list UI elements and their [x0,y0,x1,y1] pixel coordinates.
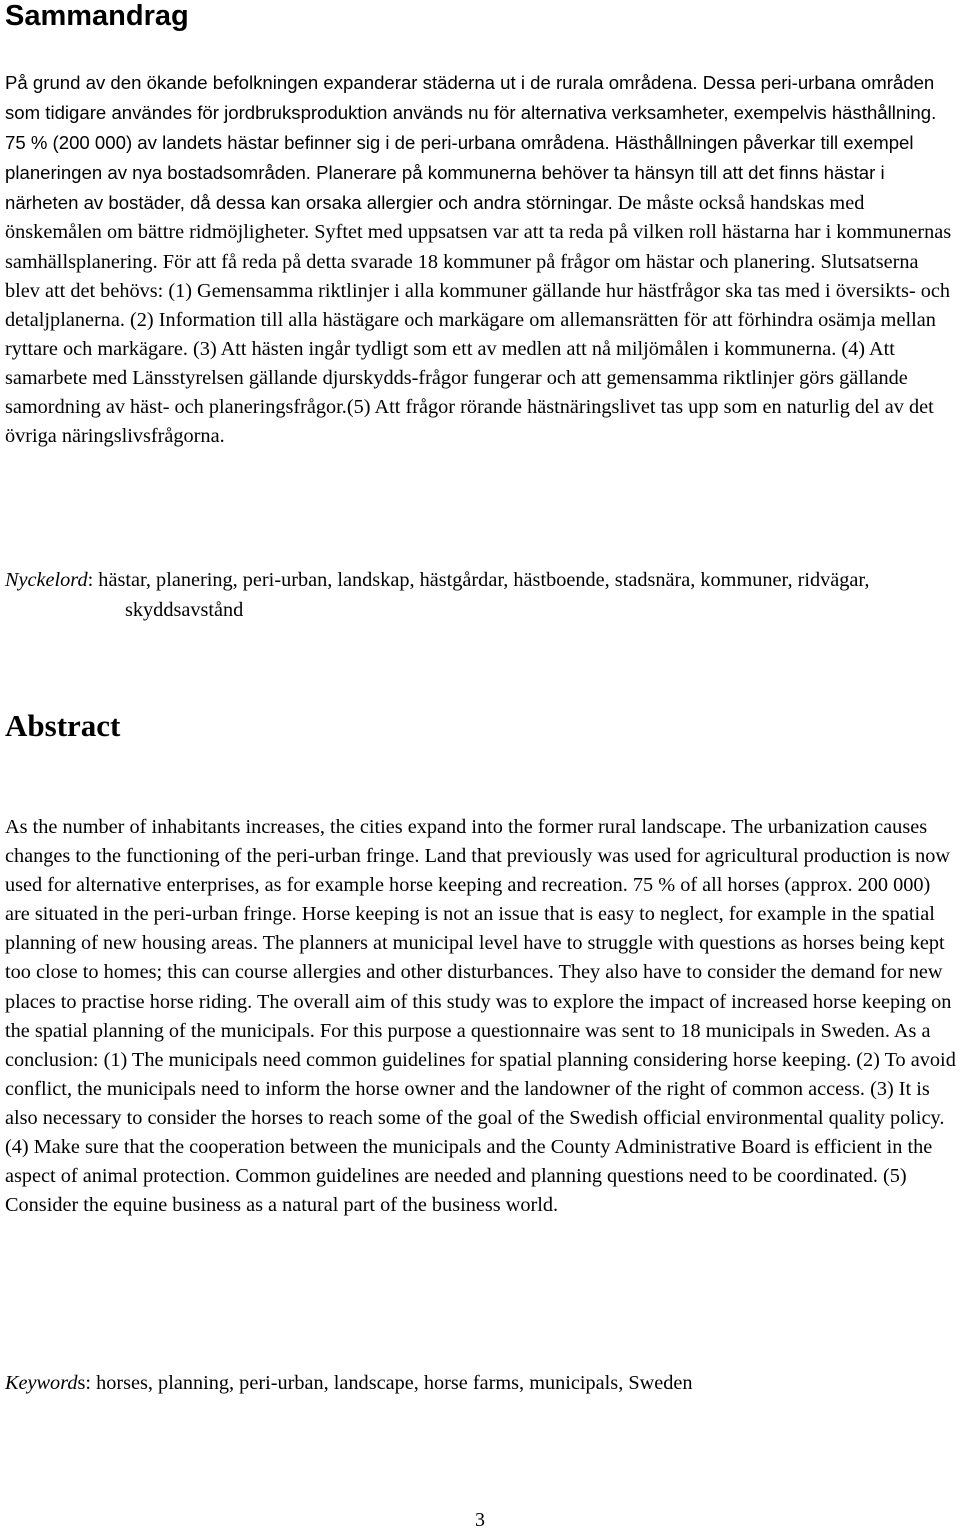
keywords-label: Keyword [5,1372,78,1394]
keywords-values: : horses, planning, peri-urban, landscape, horse farms, municipals, Sweden [85,1372,693,1394]
nyckelord-values: : hästar, planering, peri-urban, landskap, hästgårdar, hästboende, stadsnära, kommuner, ridvägar, skyddsavstånd [87,569,870,621]
page-number: 3 [475,1509,485,1531]
abstract-heading: Abstract [5,708,121,743]
sammandrag-text-serif: De måste också handskas med önskemålen om bättre ridmöjligheter. Syftet med uppsatsen var att ta reda på vilken roll hästarna har i kommunernas samhällsplanering. För att få reda på detta svarade 18 kommuner på frågor om hästar och planering. Slutsatserna blev att det behövs: (1) Gemensamma riktlinjer i alla kommuner gällande hur hästfrågor ska tas med i översikts- och detaljplanerna. (2) Information till alla hästägare och markägare om allemansrätten för att förhindra osämja mellan ryttare och markägare. (3) Att hästen ingår tydligt som ett av medlen att nå miljömålen i kommunerna. (4) Att samarbete med Länsstyrelsen gällande djurskydds-frågor fungerar och att gemensamma riktlinjer görs gällande samordning av häst- och planeringsfrågor.(5) Att frågor rörande hästnäringslivet tas upp som en naturlig del av det övriga näringslivsfrågorna. [5,192,952,448]
sammandrag-heading: Sammandrag [5,0,189,32]
keywords-label-suffix: s [77,1372,86,1394]
nyckelord-label: Nyckelord [5,569,88,591]
abstract-paragraph: As the number of inhabitants increases, the cities expand into the former rural landscape. The urbanization causes changes to the functioning of the peri-urban fringe. Land that previously was used for agricultural production is now used for alternative enterprises, as for example horse keeping and recreation. 75 % of all horses (approx. 200 000) are situated in the peri-urban fringe. Horse keeping is not an issue that is easy to neglect, for example in the spatial planning of new housing areas. The planners at municipal level have to struggle with questions as horses being kept too close to homes; this can course allergies and other disturbances. They also have to consider the demand for new places to practise horse riding. The overall aim of this study was to explore the impact of increased horse keeping on the spatial planning of the municipals. For this purpose a questionnaire was sent to 18 municipals in Sweden. As a conclusion: (1) The municipals need common guidelines for spatial planning considering horse keeping. (2) To avoid conflict, the municipals need to inform the horse owner and the landowner of the right of common access. (3) It is also necessary to consider the horses to reach some of the goal of the Swedish official environmental quality policy. (4) Make sure that the cooperation between the municipals and the County Administrative Board is efficient in the aspect of animal protection. Common guidelines are needed and planning questions need to be coordinated. (5) Consider the equine business as a natural part of the business world. [5,816,956,1217]
sammandrag-paragraph [5,68,957,451]
nyckelord-line [5,566,957,625]
sammandrag-text-sans: På grund av den ökande befolkningen expanderar städerna ut i de rurala områdena. Dessa peri-urbana områden som tidigare användes för jordbruksproduktion används nu för alternativa verksamheter, exempelvis hästhållning. 75 % (200 000) av landets hästar befinner sig i de peri-urbana områdena. Hästhållningen påverkar till exempel planeringen av nya bostadsområden. Planerare på kommunerna behöver ta hänsyn till att det finns hästar i närheten av bostäder, då dessa kan orsaka allergier och andra störningar. [5,72,937,214]
keywords-line [5,1369,957,1399]
